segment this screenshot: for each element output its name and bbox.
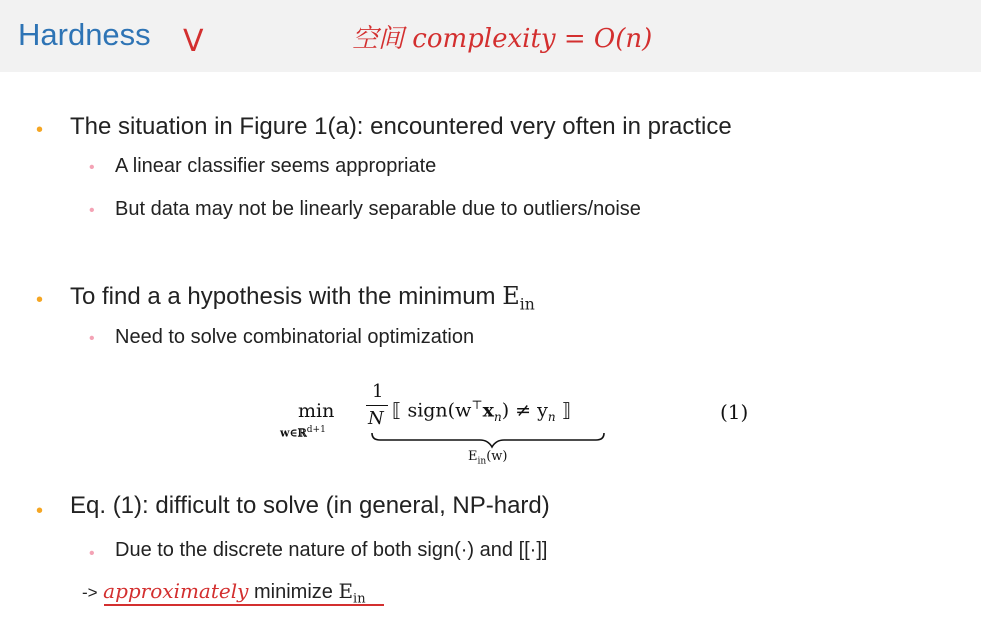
equation bbox=[280, 375, 800, 465]
sub-bullet-dot: • bbox=[89, 202, 95, 219]
eq-min-subscript: w∈ℝ$^{d+1}$ bbox=[280, 425, 326, 440]
sub-bullet-dot: • bbox=[89, 330, 95, 347]
sub-bullet-dot: • bbox=[89, 545, 95, 562]
math-e: E bbox=[502, 282, 520, 310]
eq-min: min bbox=[298, 400, 335, 422]
math-in: in bbox=[353, 591, 366, 607]
bullet-dot: • bbox=[36, 500, 44, 522]
sub-bullet-text: Due to the discrete nature of both sign(·) and [[·]] bbox=[115, 539, 548, 561]
sub-bullet-text: A linear classifier seems appropriate bbox=[115, 155, 437, 177]
bullet-text: Eq. (1): difficult to solve (in general, NP-hard) bbox=[70, 492, 550, 519]
sub-bullet-text: But data may not be linearly separable due to outliers/noise bbox=[115, 198, 641, 220]
handwritten-check-mark: V bbox=[183, 24, 204, 59]
eq-fraction-num: 1 bbox=[372, 381, 384, 402]
handwritten-complexity-note: 空间 complexity = O(n) bbox=[352, 24, 653, 54]
handwritten-underline bbox=[104, 604, 384, 606]
eq-underbrace bbox=[280, 431, 780, 451]
math-e: E bbox=[338, 579, 354, 603]
bullet-dot: • bbox=[36, 119, 44, 141]
footer-line bbox=[82, 579, 366, 607]
slide-header bbox=[0, 0, 981, 72]
eq-underbrace-label: $E_{in}(w)$ bbox=[468, 449, 508, 467]
bullet-text bbox=[70, 282, 535, 313]
bullet-text: The situation in Figure 1(a): encountered very often in practice bbox=[70, 113, 732, 140]
sub-bullet-text: Need to solve combinatorial optimization bbox=[115, 326, 475, 348]
eq-body: ⟦ $sign(w^⊤x_n) \ne y_n$ ⟧ bbox=[392, 398, 572, 425]
math-in: in bbox=[519, 295, 535, 314]
slide-title: Hardness bbox=[18, 17, 151, 52]
equation-number: (1) bbox=[720, 400, 749, 424]
bullet-text-prefix: To find a a hypothesis with the minimum bbox=[70, 283, 503, 310]
footer-text: minimize bbox=[253, 581, 339, 603]
handwritten-approximately: approximately bbox=[103, 579, 249, 603]
arrow-text: -> bbox=[82, 583, 98, 602]
eq-fraction-den: N bbox=[368, 408, 384, 429]
eq-fraction-bar bbox=[366, 405, 388, 406]
bullet-dot: • bbox=[36, 289, 44, 311]
sub-bullet-dot: • bbox=[89, 159, 95, 176]
